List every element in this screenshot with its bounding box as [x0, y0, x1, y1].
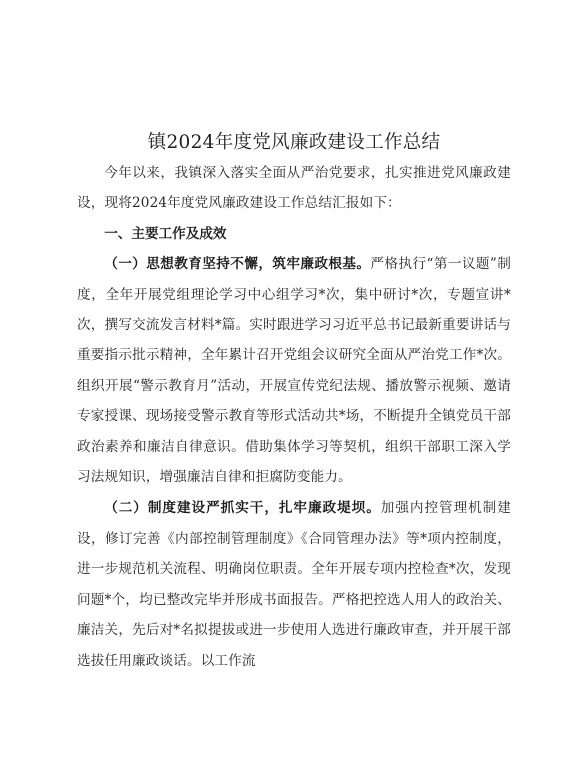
document-content — [77, 128, 511, 676]
paragraph-system-building — [77, 493, 511, 675]
paragraph-ideological-education — [77, 249, 511, 492]
subheading-ideological-education: （一）思想教育坚持不懈，筑牢廉政根基。 — [104, 256, 371, 273]
section-heading-main-work: 一、主要工作及成效 — [104, 225, 227, 242]
body-system-building: 加强内控管理机制建设，修订完善《内部控制管理制度》《合同管理办法》等*项内控制度，进一步规范机关流程、明确岗位职责。全年开展专项内控检查*次，发现问题*个，均已整改完毕并形成书面报告。严格把控选人用人的政治关、廉洁关，先后对*名拟提拔或进一步使用人选进行廉政审查，并开展干部选拔任用廉政谈话。以工作流 — [77, 500, 511, 669]
body-ideological-education: 严格执行“第一议题”制度，全年开展党组理论学习中心组学习*次，集中研讨*次，专题宣讲*次，撰写交流发言材料*篇。实时跟进学习习近平总书记最新重要讲话与重要指示批示精神，全年累计召开党组会议研究全面从严治党工作*次。组织开展“警示教育月”活动，开展宣传党纪法规、播放警示视频、邀请专家授课、现场接受警示教育等形式活动共*场，不断提升全镇党员干部政治素养和廉洁自律意识。借助集体学习等契机，组织干部职工深入学习法规知识，增强廉洁自律和拒腐防变能力。 — [77, 256, 511, 486]
subheading-system-building: （二）制度建设严抓实干，扎牢廉政堤坝。 — [104, 500, 381, 517]
intro-paragraph: 今年以来，我镇深入落实全面从严治党要求，扎实推进党风廉政建设，现将2024年度党风廉政建设工作总结汇报如下： — [77, 165, 511, 212]
document-title: 镇2024年度党风廉政建设工作总结 — [147, 132, 441, 153]
